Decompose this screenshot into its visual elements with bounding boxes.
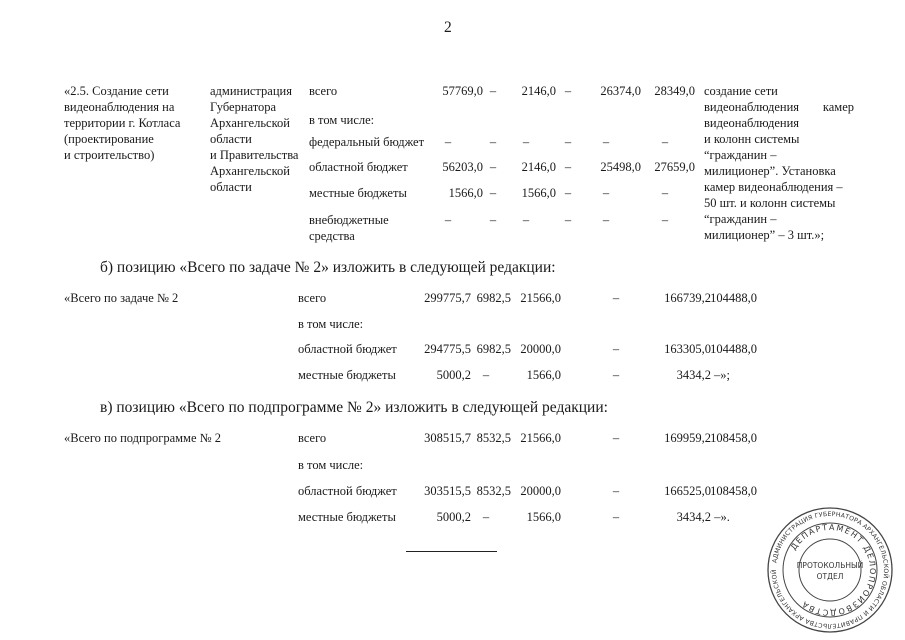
protocol-stamp [765, 505, 895, 635]
value-cell: 1566,0 [526, 510, 561, 524]
value-cell: 2146,0 [521, 84, 556, 98]
section-b-heading: б) позицию «Всего по задаче № 2» изложить в следующей редакции: [100, 259, 556, 276]
section-c-heading: в) позицию «Всего по подпрограмме № 2» изложить в следующей редакции: [100, 399, 608, 416]
value-cell: – [612, 431, 620, 445]
value-cell: 21566,0 [520, 431, 561, 445]
value-cell: – [661, 213, 669, 227]
result-line: “гражданин – [704, 148, 777, 162]
value-cell: – [489, 160, 497, 174]
stamp-ring-outer-text: АДМИНИСТРАЦИЯ ГУБЕРНАТОРА АРХАНГЕЛЬСКОЙ ОБЛАСТИ И ПРАВИТЕЛЬСТВА АРХАНГЕЛЬСКОЙ [770, 510, 890, 630]
value-cell: 2146,0 [521, 160, 556, 174]
value-cell: 26374,0 [600, 84, 641, 98]
result-line: видеонаблюдения [704, 116, 800, 130]
row-label: всего [298, 431, 327, 445]
value-cell: – [602, 213, 610, 227]
stamp-center-line: ПРОТОКОЛЬНЫЙ [796, 561, 864, 570]
item-executor [210, 83, 298, 195]
item-result [704, 83, 854, 243]
row-label: областной бюджет [309, 160, 408, 174]
value-cell: 163305,0 [664, 342, 711, 356]
row-label: в том числе: [298, 317, 364, 331]
value-cell: – [489, 186, 497, 200]
row-label: местные бюджеты [298, 510, 396, 524]
item-name [64, 83, 180, 163]
value-cell: – [661, 135, 669, 149]
row-label: областной бюджет [298, 484, 397, 498]
result-line [704, 99, 854, 115]
value-cell: – [522, 135, 530, 149]
value-cell: – [564, 160, 572, 174]
row-label: местные бюджеты [298, 368, 396, 382]
executor-line: области [210, 180, 252, 194]
row-label: средства [309, 229, 355, 243]
value-cell: – [564, 135, 572, 149]
row-label: в том числе: [298, 458, 364, 472]
result-line: 50 шт. и колонн системы [704, 196, 836, 210]
value-cell: 104488,0 [710, 342, 757, 356]
executor-line: Архангельской [210, 164, 290, 178]
value-cell: 108458,0 [710, 484, 757, 498]
result-line: и колонн системы [704, 132, 800, 146]
item-name-line: (проектирование [64, 132, 154, 146]
value-cell: – [564, 213, 572, 227]
value-cell: 6982,5 [476, 342, 511, 356]
item-name-line: видеонаблюдения на [64, 100, 175, 114]
row-label: местные бюджеты [309, 186, 407, 200]
value-cell: – [612, 342, 620, 356]
value-cell: – [444, 213, 452, 227]
value-cell: – [612, 510, 620, 524]
value-cell: 104488,0 [710, 291, 757, 305]
result-line: “гражданин – [704, 212, 777, 226]
value-cell: – [661, 186, 669, 200]
value-cell: 308515,7 [424, 431, 471, 445]
value-cell: 8532,5 [476, 431, 511, 445]
result-word: камер [822, 100, 854, 114]
value-cell: – [489, 213, 497, 227]
value-cell: 169959,2 [664, 431, 711, 445]
value-cell: 294775,5 [424, 342, 471, 356]
stamp-ring-inner-text: ДЕПАРТАМЕНТ ДЕЛОПРОИЗВОДСТВА [789, 522, 878, 618]
executor-line: области [210, 132, 252, 146]
value-cell: 57769,0 [442, 84, 483, 98]
executor-line: Архангельской [210, 116, 290, 130]
value-cell: 1566,0 [526, 368, 561, 382]
page-number: 2 [444, 19, 452, 36]
value-cell: 20000,0 [520, 484, 561, 498]
section-b-name: «Всего по задаче № 2 [64, 291, 179, 305]
result-line: милиционер”. Установка [704, 164, 836, 178]
value-cell: 27659,0 [654, 160, 695, 174]
item-name-line: «2.5. Создание сети [64, 84, 169, 98]
result-line: камер видеонаблюдения – [704, 180, 843, 194]
value-cell: 303515,5 [424, 484, 471, 498]
value-cell: 20000,0 [520, 342, 561, 356]
value-cell: 28349,0 [654, 84, 695, 98]
section-c-name: «Всего по подпрограмме № 2 [64, 431, 221, 445]
value-cell: 25498,0 [600, 160, 641, 174]
row-label: областной бюджет [298, 342, 397, 356]
stamp-inner-ring [796, 539, 864, 601]
value-cell: – [482, 368, 490, 382]
value-cell: 108458,0 [710, 431, 757, 445]
row-label: внебюджетные [309, 213, 389, 227]
value-cell: 8532,5 [476, 484, 511, 498]
value-cell: –». [714, 510, 730, 524]
value-cell: – [522, 213, 530, 227]
value-cell: 3434,2 [676, 368, 711, 382]
value-cell: – [612, 291, 620, 305]
row-label: федеральный бюджет [309, 135, 425, 149]
value-cell: – [564, 84, 572, 98]
row-label: всего [298, 291, 327, 305]
value-cell: 166525,0 [664, 484, 711, 498]
value-cell: 5000,2 [436, 368, 471, 382]
item-name-line: и строительство) [64, 148, 155, 162]
value-cell: 1566,0 [521, 186, 556, 200]
stamp-graphic [765, 505, 895, 635]
executor-line: Губернатора [210, 100, 277, 114]
stamp-center-line: ОТДЕЛ [816, 572, 844, 581]
divider-line [406, 551, 497, 552]
value-cell: 3434,2 [676, 510, 711, 524]
value-cell: – [444, 135, 452, 149]
value-cell: 5000,2 [436, 510, 471, 524]
value-cell: – [602, 186, 610, 200]
result-word: видеонаблюдения [704, 100, 800, 114]
row-label: всего [309, 84, 338, 98]
value-cell: 21566,0 [520, 291, 561, 305]
executor-line: и Правительства [210, 148, 299, 162]
result-line: создание сети [704, 84, 778, 98]
value-cell: –»; [714, 368, 730, 382]
value-cell: – [489, 84, 497, 98]
result-line: милиционер” – 3 шт.»; [704, 228, 825, 242]
value-cell: 166739,2 [664, 291, 711, 305]
value-cell: – [602, 135, 610, 149]
item-name-line: территории г. Котласа [64, 116, 181, 130]
value-cell: – [482, 510, 490, 524]
value-cell: 299775,7 [424, 291, 471, 305]
value-cell: – [612, 368, 620, 382]
value-cell: 6982,5 [476, 291, 511, 305]
executor-line: администрация [210, 84, 292, 98]
value-cell: 1566,0 [448, 186, 483, 200]
value-cell: – [612, 484, 620, 498]
value-cell: – [489, 135, 497, 149]
row-label: в том числе: [309, 113, 375, 127]
value-cell: – [564, 186, 572, 200]
value-cell: 56203,0 [442, 160, 483, 174]
